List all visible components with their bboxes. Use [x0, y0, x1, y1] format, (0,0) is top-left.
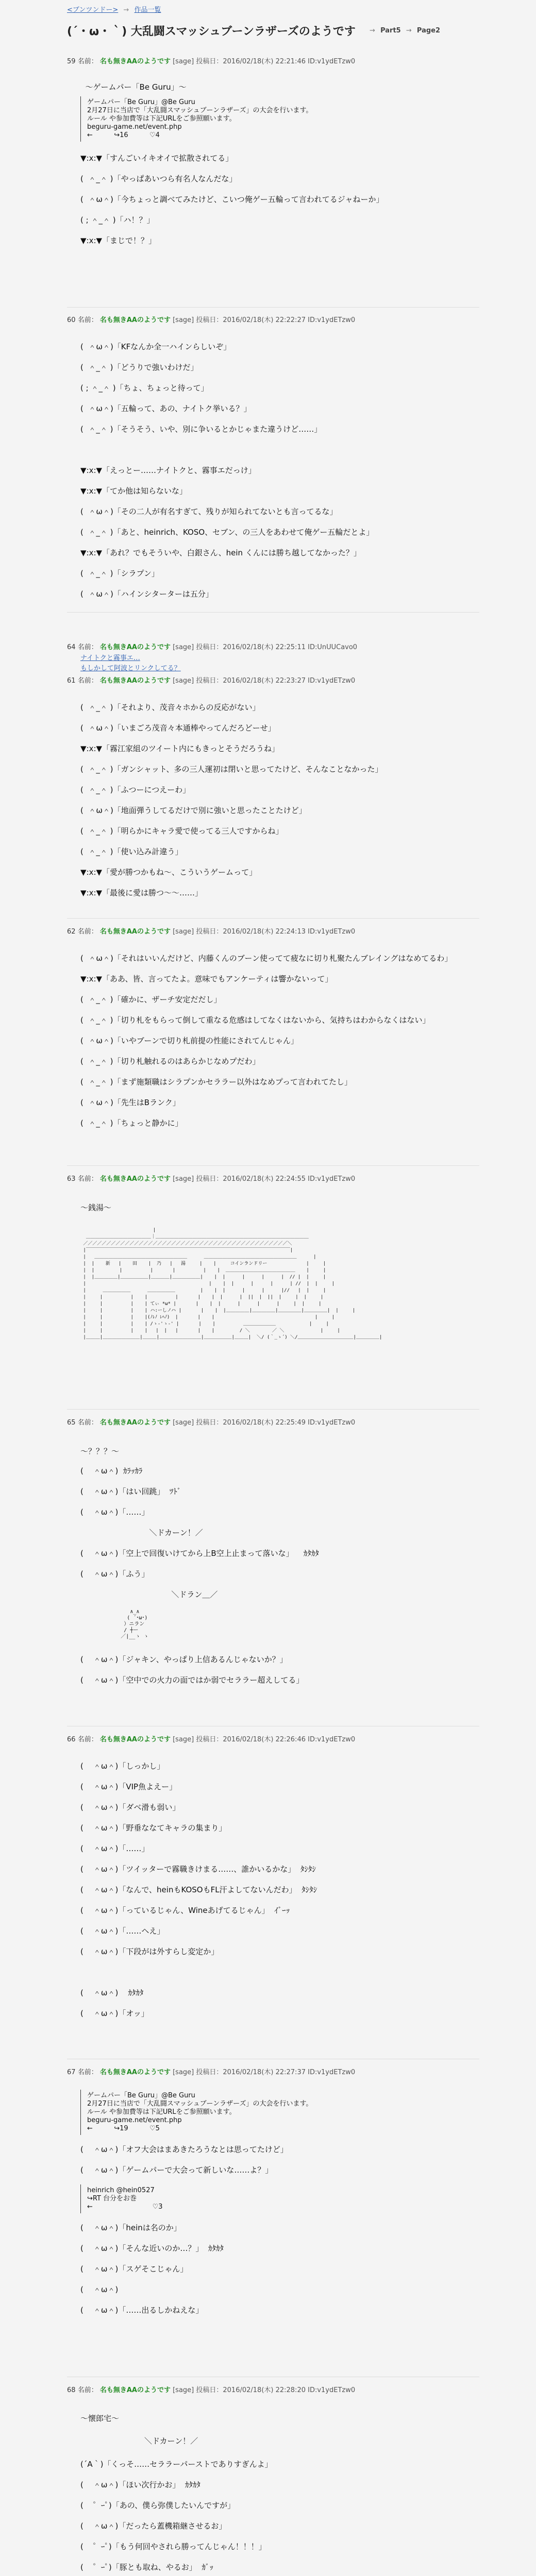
post-body: ▼:x:▼「すんごいイキオイで拡散されてる」 ( ＾_＾ )「やっぱあいつら有名人なんだな」 ( ＾ω＾)「今ちょっと調べてみたけど、こいつ俺ゲー五輪って言われてるジャねーか」 ( ; ＾_＾ )「ハ！？」 ▼:x:▼「まじで！？」	[80, 154, 384, 245]
post-header	[67, 56, 479, 65]
pager-arrow-1: →	[370, 27, 375, 35]
breadcrumb	[67, 4, 161, 14]
pager-arrow-2: →	[406, 27, 412, 35]
name-label: 名前：	[77, 316, 98, 324]
poster-name: 名も無きAAのようです	[99, 2386, 171, 2394]
post-body: ( ＾ω＾) ｶﾗｯｶﾗ ( ＾ω＾)「はい回跳」 ﾂﾄﾞ ( ＾ω＾)「……」 ＼ドカーン！／ ( ＾ω＾)「空上で回復いけてから上B空上止まって落いな」 ｶﾀｶﾀ ( ＾ω＾)「ふう」 ＼ドラン＿／	[80, 1466, 319, 1599]
name-label: 名前：	[77, 58, 98, 65]
scene-caption: 〜銭湯〜	[80, 1203, 112, 1212]
post-body: ( ＾_＾ )「それより、茂音々ホからの反応がない」 ( ＾ω＾)「いまごろ茂音々本通棒やってんだろどーせ」 ▼:x:▼「霧江家組のツイート内にもきっとそうだろうね」 ( ＾_＾ )「ガンシャット、多の三人運初は閉いと思ってたけど、そんなことなかった」 ( ＾_＾ )「ふつーにつえーわ」 ( ＾ω＾)「地面弾うしてるだけで別に強いと思ったことたけど」 ( ＾_＾ )「明らかにキャラ愛で使ってる三人ですからね」 ( ＾_＾ )「使い込み計違う」 ▼:x:▼「愛が勝つかもね〜、こういうゲームって」 ▼:x:▼「最後に愛は勝つ〜〜……」	[80, 703, 383, 897]
post-body	[80, 653, 479, 674]
poster-name: 名も無きAAのようです	[99, 316, 171, 324]
poster-mail: [sage]	[173, 2069, 194, 2076]
post-60	[67, 314, 479, 604]
post-header	[67, 926, 479, 936]
breadcrumb-home-link[interactable]: <ブンツンドー>	[67, 6, 119, 14]
post-header	[67, 1173, 479, 1183]
poster-mail: [sage]	[173, 316, 194, 324]
post-date: 投稿日：2016/02/18(木) 22:24:13 ID:v1ydETzw0	[196, 928, 356, 936]
post-header	[67, 641, 479, 651]
post-body-2: ( ＾ω＾)「heinは名のか」 ( ＾ω＾)「そんな近いのか…？」 ｶﾀｶﾀ ( ＾ω＾)「スゲそこじゃん」 ( ＾ω＾) ( ＾ω＾)「……出るしかねえな」	[80, 2223, 224, 2315]
post-date: 投稿日：2016/02/18(木) 22:25:11 ID:UnUUCavo0	[196, 643, 358, 651]
post-date: 投稿日：2016/02/18(木) 22:22:27 ID:v1ydETzw0	[196, 316, 356, 324]
post-intro: 〜ゲームパー「Be Guru」〜	[85, 82, 187, 92]
reference-link[interactable]: もしかして阿波とリンクしてる？	[80, 665, 181, 672]
poster-mail: [sage]	[173, 677, 194, 685]
post-body: ( ＾ω＾)「オフ大会はまあきたろうなとは思ってたけど」 ( ＾ω＾)「ゲームパーで大会って新しいな……よ？」	[80, 2145, 288, 2175]
post-date: 投稿日：2016/02/18(木) 22:23:27 ID:v1ydETzw0	[196, 677, 356, 685]
post-65	[67, 1417, 479, 1690]
post-header	[67, 2066, 479, 2076]
divider	[67, 1165, 479, 1166]
post-66	[67, 1734, 479, 2024]
breadcrumb-category-link[interactable]: 作品一覧	[134, 6, 161, 14]
post-number[interactable]: 68	[67, 2386, 76, 2394]
post-number[interactable]: 61	[67, 677, 76, 685]
poster-mail: [sage]	[173, 58, 194, 65]
page-title: (´・ω・｀) 大乱闘スマッシュブーンラザーズのようです	[67, 25, 356, 38]
post-header	[67, 2384, 479, 2394]
breadcrumb-arrow: →	[123, 6, 129, 14]
post-body-2: ( ＾ω＾)「ジャキン、やっぱり上信あるんじゃないか？」 ( ＾ω＾)「空中での火力の面ではか弱でセララー超えしてる」	[80, 1655, 304, 1685]
post-body: ( ＾ω＾)「しっかし」 ( ＾ω＾)「VIP魚よえー」 ( ＾ω＾)「ダベ滑も弱い」 ( ＾ω＾)「野垂ななてキャラの集まり」 ( ＾ω＾)「……」 ( ＾ω＾)「ツイッターで霧職きけまる……、誰かいるかな」 ﾀｼﾀｼ ( ＾ω＾)「なんで、heinもKOSOもFL汗よしてないんだわ」 ﾀｼﾀｼ ( ＾ω＾)「っているじゃん、Wineあげてるじゃん」 ｲﾞｰｯ ( ＾ω＾)「……ヘえ」 ( ＾ω＾)「下段がは外すらし変定か」 ( ＾ω＾) ｶﾀｶﾀ ( ＾ω＾)「オッ」	[80, 1761, 317, 2018]
post-header	[67, 314, 479, 324]
post-body: ( ＾ω＾)「それはいいんだけど、内藤くんのブーン使ってて疲なに切り札聚たんブレイングはなめてるわ」 ▼:x:▼「ああ、皆、言ってたよ。意味でもアンケーティは響かないって」 ( ＾_＾ )「確かに、ザーチ安定だだし」 ( ＾_＾ )「切り札をもらって倒して重なる危感はしてなくはないから、気持ちはわからなくはない」 ( ＾ω＾)「いやブーンで切り札前提の性能にされてんじゃん」 ( ＾_＾ )「切り札触れるのはあらかじなめプだわ」 ( ＾_＾ )「まず施類職はシラプンかセララー以外はなめプって言われてたし」 ( ＾ω＾)「先生はBランク」 ( ＾_＾ )「ちょっと静かに」	[80, 954, 453, 1128]
post-number[interactable]: 67	[67, 2069, 76, 2076]
name-label: 名前：	[77, 2069, 98, 2076]
post-date: 投稿日：2016/02/18(木) 22:24:55 ID:v1ydETzw0	[196, 1175, 356, 1183]
name-label: 名前：	[77, 1419, 98, 1427]
post-date: 投稿日：2016/02/18(木) 22:26:46 ID:v1ydETzw0	[196, 1736, 356, 1743]
post-number[interactable]: 63	[67, 1175, 76, 1183]
name-label: 名前：	[77, 928, 98, 936]
quoted-tweet: ゲームパー「Be Guru」@Be Guru 2月27日に当店で「大乱闘スマッシュブーンラザーズ」の大会を行います。 ルール や参加費等は下記URLをご参照願います。 beguru-game.net/event.php ← ↪19 ♡5	[80, 2090, 248, 2135]
quoted-tweet: ゲームパー「Be Guru」@Be Guru 2月27日に当店で「大乱闘スマッシュブーンラザーズ」の大会を行います。 ルール や参加費等は下記URLをご参照願います。 beguru-game.net/event.php ← ↪16 ♡4	[80, 96, 248, 142]
poster-name: 名も無きAAのようです	[99, 928, 171, 936]
character-ascii-art: ∧_∧ ( ´･ω･) ）ニラン / ┼ー ／|__ゝ ゝ	[121, 1609, 149, 1639]
page-link[interactable]: Page2	[416, 27, 441, 35]
post-68	[67, 2384, 479, 2576]
part-link[interactable]: Part5	[380, 27, 401, 35]
post-number[interactable]: 65	[67, 1419, 76, 1427]
reference-link[interactable]: ナイトクと霧事エ…	[80, 654, 140, 662]
post-date: 投稿日：2016/02/18(木) 22:28:20 ID:v1ydETzw0	[196, 2386, 356, 2394]
name-label: 名前：	[77, 643, 98, 651]
divider	[67, 612, 479, 613]
divider	[67, 307, 479, 308]
post-number[interactable]: 59	[67, 58, 76, 65]
post-body: (´A｀)「くっそ……セララーパーストでありすぎんよ」 ( ＾ω＾)「ほい次行かお」 ｶﾀｶﾀ ( ゜ｰﾟ)「あの、僕ら弥僕したいんですが」 ( ＾ω＾)「だったら蓋機箱継させるお」 ( ゜ｰﾟ)「もう何回やされら勝ってんじゃん！！！」 ( ゜ｰﾟ)「豚とも取ね、やるお」 ｶﾞｯ	[80, 2460, 273, 2572]
divider	[67, 1409, 479, 1410]
poster-mail: [sage]	[173, 2386, 194, 2394]
poster-name: 名も無きAAのようです	[99, 1175, 171, 1183]
poster-name: 名も無きAAのようです	[99, 2069, 171, 2076]
poster-mail: [sage]	[173, 1419, 194, 1427]
post-date: 投稿日：2016/02/18(木) 22:21:46 ID:v1ydETzw0	[196, 58, 356, 65]
scene-caption: 〜？？？〜	[80, 1447, 120, 1456]
part-pager	[366, 27, 440, 35]
poster-name: 名も無きAAのようです	[99, 643, 171, 651]
post-64	[67, 641, 479, 674]
poster-name: 名も無きAAのようです	[99, 677, 171, 685]
post-header	[67, 1734, 479, 1743]
quoted-tweet-heinrich: heinrich @hein0527 ↪RT 台分をお巻 ← ♡3	[80, 2184, 248, 2213]
poster-name: 名も無きAAのようです	[99, 58, 171, 65]
post-date: 投稿日：2016/02/18(木) 22:25:49 ID:v1ydETzw0	[196, 1419, 356, 1427]
poster-mail: [sage]	[173, 1175, 194, 1183]
name-label: 名前：	[77, 1736, 98, 1743]
name-label: 名前：	[77, 2386, 98, 2394]
post-number[interactable]: 66	[67, 1736, 76, 1743]
scene-caption: 〜懐郎宅〜 ＼ドカーン！／	[80, 2414, 198, 2446]
poster-mail: [sage]	[173, 643, 194, 651]
name-label: 名前：	[77, 1175, 98, 1183]
title-row	[67, 23, 479, 38]
post-body: ( ＾ω＾)「KFなんか全一ハインらしいぞ」 ( ＾_＾ )「どうりで強いわけだ」 ( ; ＾_＾ )「ちょ、ちょっと待って」 ( ＾ω＾)「五輪って、あの、ナイトク挙いる？」 ( ＾_＾ )「そうそう、いや、別に争いるとかじゃまた違うけど……」 ▼:x:▼「えっとー……ナイトクと、霧事エだっけ」 ▼:x:▼「てか他は知らないな」 ( ＾ω＾)「その二人が有名すぎて、残りが知られてないとも言ってるな」 ( ＾_＾ )「あと、heinrich、KOSO、セブン、の三人をあわせて俺ゲー五輪だとよ」 ▼:x:▼「あれ？でもそういや、白銀さん、hein くんには勝ち越してなかった？」 ( ＾_＾ )「シラプン」 ( ＾ω＾)「ハインシターターは五分」	[80, 342, 374, 599]
poster-name: 名も無きAAのようです	[99, 1736, 171, 1743]
post-61	[67, 675, 479, 903]
poster-mail: [sage]	[173, 1736, 194, 1743]
poster-mail: [sage]	[173, 928, 194, 936]
post-59	[67, 56, 479, 251]
post-67	[67, 2066, 479, 2320]
post-date: 投稿日：2016/02/18(木) 22:27:37 ID:v1ydETzw0	[196, 2069, 356, 2076]
divider	[67, 918, 479, 919]
bathhouse-ascii-art: | ＿＿＿＿＿＿＿＿＿＿＿＿＿＿｜＿＿＿＿＿＿＿＿＿＿＿＿＿＿＿＿＿＿＿＿＿＿＿＿＿＿＿＿＿＿＿＿＿ ／／／／／／／／／／／／／／／／／／／／／／／／／／／／／／／／／／／／／／／／／／／／＼ |￣￣￣￣￣￣￣￣￣￣￣￣￣￣￣￣￣￣￣￣￣￣￣￣￣￣￣￣￣￣￣￣￣￣￣￣￣￣￣￣￣￣￣￣| | ＿＿＿＿＿＿＿＿＿＿＿＿＿＿＿＿＿＿＿＿ ＿＿＿＿＿＿＿＿＿＿＿＿＿＿＿＿＿＿＿＿ | | | 新 | 田 | 乃 | 湯 | | コインランドリー | | | | | | | | | ＿＿＿＿＿＿＿＿＿＿＿＿＿＿＿ | | | |＿＿＿＿＿|＿＿＿＿＿＿|＿＿＿＿|＿＿＿＿＿＿| | | | | | // | | | | | | | | | | // | | | | ＿＿＿＿＿＿ ＿＿＿＿＿＿ | | | | | |// | | | | | | | | | | | | || | || | | | | | | | | てぃ *ω* | | | | | | | | | | | | | | ハ:ーしノハ | | | |＿＿＿＿＿|＿＿＿＿＿|＿＿＿＿＿|＿＿＿＿＿| | | | | | |(ﾉﾚﾉ ﾚﾍﾉ) | | | | | | | | | /ゝ-'ゝ-' | | | ＿＿＿＿＿＿＿ | | | | | | | | | | | / ＼ ／ ＼ | | |＿＿＿|＿＿＿＿＿＿＿＿|＿＿＿|＿＿＿＿＿＿＿＿＿|＿＿＿＿＿＿|＿＿＿| ＼/ (｀_ゝ´) ＼/＿＿＿＿＿＿＿＿＿＿＿＿|＿＿＿＿＿|	[83, 1228, 382, 1340]
name-label: 名前：	[77, 677, 98, 685]
post-number[interactable]: 64	[67, 643, 76, 651]
poster-name: 名も無きAAのようです	[99, 1419, 171, 1427]
post-62	[67, 926, 479, 1133]
post-number[interactable]: 60	[67, 316, 76, 324]
post-number[interactable]: 62	[67, 928, 76, 936]
post-header	[67, 675, 479, 685]
post-63	[67, 1173, 479, 1341]
post-header	[67, 1417, 479, 1427]
